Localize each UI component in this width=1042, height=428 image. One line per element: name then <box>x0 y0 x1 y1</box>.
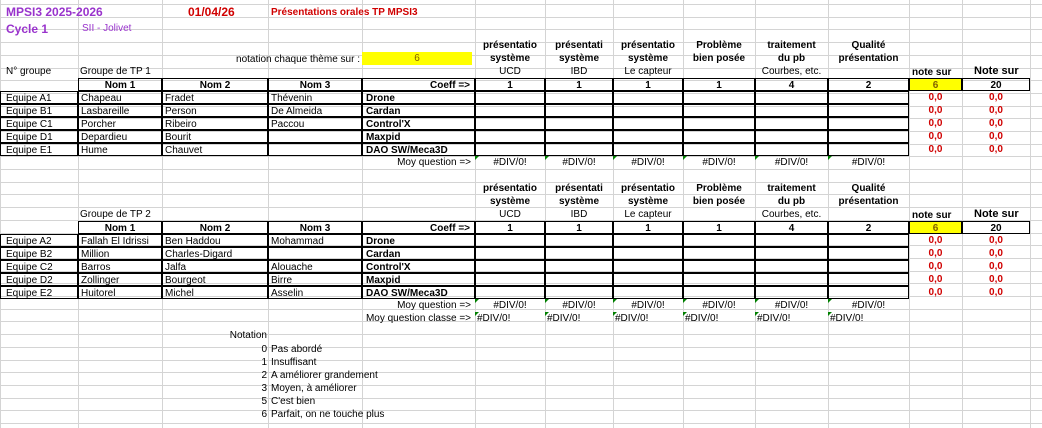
column-header-nom3: Nom 3 <box>268 221 362 234</box>
student-name-1[interactable]: Huitorel <box>78 286 162 299</box>
score-cell[interactable] <box>755 247 828 260</box>
score-cell[interactable] <box>545 143 613 156</box>
criterion-title: traitement <box>767 183 816 194</box>
score-cell[interactable] <box>828 143 909 156</box>
coeff-value[interactable]: 1 <box>613 78 683 91</box>
total-score-6: 0,0 <box>928 92 943 103</box>
criterion-subtitle: système <box>558 53 600 64</box>
score-cell[interactable] <box>755 143 828 156</box>
score-cell[interactable] <box>475 273 545 286</box>
total-score-6: 0,0 <box>928 131 943 142</box>
criterion-subtitle: système <box>489 53 531 64</box>
div0-cell: #DIV/0! <box>493 300 527 311</box>
legend-number: 6 <box>261 409 267 420</box>
score-cell[interactable] <box>613 104 683 117</box>
score-cell[interactable] <box>755 234 828 247</box>
student-name-1[interactable]: Hume <box>78 143 162 156</box>
score-cell[interactable] <box>683 117 755 130</box>
div0-cell: #DIV/0! <box>493 157 527 168</box>
student-name-2[interactable]: Ben Haddou <box>162 234 268 247</box>
student-name-3[interactable]: Birre <box>268 273 362 286</box>
score-cell[interactable] <box>828 273 909 286</box>
div0-cell: #DIV/0! <box>685 313 719 324</box>
student-name-2[interactable]: Jalfa <box>162 260 268 273</box>
student-name-2[interactable]: Ribeiro <box>162 117 268 130</box>
criterion-detail: Courbes, etc. <box>761 209 822 220</box>
criterion-detail: IBD <box>570 209 588 220</box>
criterion-detail: UCD <box>499 209 521 220</box>
student-name-2[interactable]: Bourgeot <box>162 273 268 286</box>
class-year: MPSI3 2025-2026 <box>6 5 103 19</box>
student-name-1[interactable]: Barros <box>78 260 162 273</box>
score-cell[interactable] <box>755 117 828 130</box>
student-name-2[interactable]: Bourit <box>162 130 268 143</box>
score-cell[interactable] <box>545 273 613 286</box>
criterion-title: présentati <box>555 183 603 194</box>
coeff-value[interactable]: 1 <box>475 221 545 234</box>
total-score-20: 0,0 <box>989 261 1003 272</box>
total-score-6: 0,0 <box>928 287 943 298</box>
team-id: Equipe D1 <box>0 130 78 143</box>
note-sur-label: note sur <box>912 67 952 78</box>
total-score-6: 0,0 <box>928 144 943 155</box>
criterion-subtitle: système <box>558 196 600 207</box>
team-id: Equipe E1 <box>0 143 78 156</box>
criterion-subtitle: bien posée <box>692 53 746 64</box>
criterion-subtitle: présentation <box>838 196 899 207</box>
score-cell[interactable] <box>475 260 545 273</box>
group-label: Groupe de TP 2 <box>80 209 151 220</box>
moy-question-classe-label: Moy question classe => <box>365 313 471 324</box>
coeff-value[interactable]: 1 <box>475 78 545 91</box>
score-cell[interactable] <box>613 117 683 130</box>
div0-cell: #DIV/0! <box>562 300 596 311</box>
div0-cell: #DIV/0! <box>631 157 665 168</box>
system-name: Maxpid <box>362 130 475 143</box>
div0-cell: #DIV/0! <box>631 300 665 311</box>
student-name-1[interactable]: Million <box>78 247 162 260</box>
criterion-title: Problème <box>696 40 742 51</box>
legend-number: 2 <box>261 370 267 381</box>
criterion-title: traitement <box>767 40 816 51</box>
div0-cell: #DIV/0! <box>774 157 809 168</box>
score-cell[interactable] <box>475 104 545 117</box>
team-id: Equipe B1 <box>0 104 78 117</box>
score-cell[interactable] <box>828 234 909 247</box>
score-cell[interactable] <box>683 91 755 104</box>
system-name: DAO SW/Meca3D <box>362 143 475 156</box>
div0-cell: #DIV/0! <box>830 313 864 324</box>
total-score-6: 0,0 <box>928 235 943 246</box>
score-cell[interactable] <box>613 234 683 247</box>
note-max-20: 20 <box>962 78 1030 91</box>
criterion-subtitle: du pb <box>777 196 806 207</box>
teacher-label: SII - Jolivet <box>82 23 132 34</box>
score-cell[interactable] <box>828 117 909 130</box>
column-header-nom1: Nom 1 <box>78 221 162 234</box>
legend-text: Pas abordé <box>271 344 323 355</box>
score-cell[interactable] <box>545 286 613 299</box>
score-cell[interactable] <box>545 234 613 247</box>
system-name: Control'X <box>362 260 475 273</box>
column-header-nom2: Nom 2 <box>162 221 268 234</box>
team-id: Equipe C2 <box>0 260 78 273</box>
coeff-value[interactable]: 1 <box>683 221 755 234</box>
student-name-3[interactable] <box>268 130 362 143</box>
coeff-header: Coeff => <box>362 78 475 91</box>
total-score-20: 0,0 <box>989 105 1003 116</box>
score-cell[interactable] <box>613 91 683 104</box>
score-cell[interactable] <box>755 286 828 299</box>
div0-cell: #DIV/0! <box>615 313 649 324</box>
coeff-value[interactable]: 4 <box>755 221 828 234</box>
criterion-detail: Courbes, etc. <box>761 66 822 77</box>
student-name-1[interactable]: Lasbareille <box>78 104 162 117</box>
criterion-subtitle: système <box>489 196 531 207</box>
team-id: Equipe E2 <box>0 286 78 299</box>
total-score-20: 0,0 <box>989 118 1003 129</box>
criterion-title: Qualité <box>851 183 886 194</box>
score-cell[interactable] <box>475 117 545 130</box>
total-score-6: 0,0 <box>928 105 943 116</box>
coeff-value[interactable]: 1 <box>683 78 755 91</box>
coeff-value[interactable]: 2 <box>828 221 909 234</box>
student-name-2[interactable]: Person <box>162 104 268 117</box>
legend-text: Moyen, à améliorer <box>271 383 357 394</box>
student-name-3[interactable]: Asselin <box>268 286 362 299</box>
system-name: Drone <box>362 91 475 104</box>
student-name-1[interactable]: Porcher <box>78 117 162 130</box>
score-cell[interactable] <box>545 117 613 130</box>
student-name-3[interactable] <box>268 247 362 260</box>
student-name-1[interactable]: Zollinger <box>78 273 162 286</box>
score-cell[interactable] <box>683 104 755 117</box>
score-cell[interactable] <box>613 143 683 156</box>
notation-value-cell[interactable]: 6 <box>362 52 472 65</box>
score-cell[interactable] <box>683 286 755 299</box>
student-name-2[interactable]: Chauvet <box>162 143 268 156</box>
team-id: Equipe A2 <box>0 234 78 247</box>
system-name: Cardan <box>362 104 475 117</box>
note-max-20: 20 <box>962 221 1030 234</box>
legend-number: 5 <box>261 396 267 407</box>
criterion-title: présentatio <box>483 183 537 194</box>
div0-cell: #DIV/0! <box>702 300 736 311</box>
score-cell[interactable] <box>545 247 613 260</box>
student-name-1[interactable]: Fallah El Idrissi <box>78 234 162 247</box>
div0-cell: #DIV/0! <box>851 157 886 168</box>
score-cell[interactable] <box>545 91 613 104</box>
student-name-3[interactable]: Paccou <box>268 117 362 130</box>
criterion-detail: Le capteur <box>624 66 672 77</box>
student-name-1[interactable]: Chapeau <box>78 91 162 104</box>
student-name-2[interactable]: Fradet <box>162 91 268 104</box>
column-header-nom1: Nom 1 <box>78 78 162 91</box>
score-cell[interactable] <box>475 143 545 156</box>
score-cell[interactable] <box>683 143 755 156</box>
legend-text: C'est bien <box>271 396 316 407</box>
criterion-detail: IBD <box>570 66 588 77</box>
score-cell[interactable] <box>613 247 683 260</box>
legend-number: 0 <box>261 344 267 355</box>
score-cell[interactable] <box>828 260 909 273</box>
div0-cell: #DIV/0! <box>757 313 791 324</box>
div0-cell: #DIV/0! <box>774 300 809 311</box>
system-name: Control'X <box>362 117 475 130</box>
criterion-title: Problème <box>696 183 742 194</box>
coeff-value[interactable]: 1 <box>545 221 613 234</box>
score-cell[interactable] <box>613 273 683 286</box>
student-name-1[interactable]: Depardieu <box>78 130 162 143</box>
score-cell[interactable] <box>475 234 545 247</box>
div0-cell: #DIV/0! <box>851 300 886 311</box>
score-cell[interactable] <box>828 104 909 117</box>
criterion-title: présentati <box>555 40 603 51</box>
criterion-detail: Le capteur <box>624 209 672 220</box>
total-score-20: 0,0 <box>989 131 1003 142</box>
team-id: Equipe A1 <box>0 91 78 104</box>
note-sur-label-2: Note sur <box>974 208 1019 220</box>
score-cell[interactable] <box>828 130 909 143</box>
criterion-subtitle: présentation <box>838 53 899 64</box>
moy-question-label: Moy question => <box>397 157 471 168</box>
legend-text: Parfait, on ne touche plus <box>271 409 385 420</box>
total-score-6: 0,0 <box>928 248 943 259</box>
score-cell[interactable] <box>755 130 828 143</box>
criterion-detail: UCD <box>499 66 521 77</box>
score-cell[interactable] <box>683 260 755 273</box>
note-max-cell[interactable]: 6 <box>909 221 962 234</box>
criterion-subtitle: bien posée <box>692 196 746 207</box>
student-name-3[interactable]: De Almeida <box>268 104 362 117</box>
date-label: 01/04/26 <box>188 5 235 19</box>
system-name: Cardan <box>362 247 475 260</box>
legend-number: 3 <box>261 383 267 394</box>
criterion-subtitle: système <box>627 196 669 207</box>
total-score-6: 0,0 <box>928 261 943 272</box>
notation-label: notation chaque thème sur : <box>236 54 360 65</box>
score-cell[interactable] <box>475 130 545 143</box>
student-name-3[interactable]: Alouache <box>268 260 362 273</box>
page-title: Présentations orales TP MPSI3 <box>271 7 418 18</box>
moy-question-label: Moy question => <box>397 300 471 311</box>
student-name-2[interactable]: Charles-Digard <box>162 247 268 260</box>
score-cell[interactable] <box>683 234 755 247</box>
coeff-value[interactable]: 2 <box>828 78 909 91</box>
notation-legend-title: Notation <box>229 330 267 341</box>
criterion-subtitle: du pb <box>777 53 806 64</box>
score-cell[interactable] <box>475 286 545 299</box>
total-score-20: 0,0 <box>989 235 1003 246</box>
score-cell[interactable] <box>755 91 828 104</box>
group-label: Groupe de TP 1 <box>80 66 151 77</box>
score-cell[interactable] <box>828 91 909 104</box>
team-id: Equipe D2 <box>0 273 78 286</box>
score-cell[interactable] <box>613 130 683 143</box>
system-name: Maxpid <box>362 273 475 286</box>
score-cell[interactable] <box>545 130 613 143</box>
note-max-cell[interactable]: 6 <box>909 78 962 91</box>
team-id: Equipe C1 <box>0 117 78 130</box>
score-cell[interactable] <box>828 247 909 260</box>
score-cell[interactable] <box>613 260 683 273</box>
score-cell[interactable] <box>828 286 909 299</box>
criterion-subtitle: système <box>627 53 669 64</box>
total-score-20: 0,0 <box>989 248 1003 259</box>
score-cell[interactable] <box>755 104 828 117</box>
cycle-label: Cycle 1 <box>6 22 49 36</box>
div0-cell: #DIV/0! <box>562 157 596 168</box>
coeff-value[interactable]: 1 <box>545 78 613 91</box>
criterion-title: présentatio <box>483 40 537 51</box>
criterion-title: Qualité <box>851 40 886 51</box>
score-cell[interactable] <box>683 130 755 143</box>
column-header-nom3: Nom 3 <box>268 78 362 91</box>
coeff-value[interactable]: 4 <box>755 78 828 91</box>
legend-text: Insuffisant <box>271 357 317 368</box>
student-name-3[interactable]: Thévenin <box>268 91 362 104</box>
criterion-title: présentatio <box>621 40 675 51</box>
score-cell[interactable] <box>545 260 613 273</box>
note-sur-label: note sur <box>912 210 952 221</box>
score-cell[interactable] <box>755 260 828 273</box>
legend-text: A améliorer grandement <box>271 370 378 381</box>
total-score-20: 0,0 <box>989 92 1003 103</box>
score-cell[interactable] <box>475 247 545 260</box>
score-cell[interactable] <box>545 104 613 117</box>
column-header-nom2: Nom 2 <box>162 78 268 91</box>
div0-cell: #DIV/0! <box>477 313 511 324</box>
team-id: Equipe B2 <box>0 247 78 260</box>
total-score-6: 0,0 <box>928 118 943 129</box>
total-score-6: 0,0 <box>928 274 943 285</box>
criterion-title: présentatio <box>621 183 675 194</box>
div0-cell: #DIV/0! <box>547 313 581 324</box>
score-cell[interactable] <box>683 273 755 286</box>
coeff-header: Coeff => <box>362 221 475 234</box>
student-name-2[interactable]: Michel <box>162 286 268 299</box>
score-cell[interactable] <box>475 91 545 104</box>
legend-number: 1 <box>261 357 267 368</box>
total-score-20: 0,0 <box>989 274 1003 285</box>
student-name-3[interactable] <box>268 143 362 156</box>
score-cell[interactable] <box>755 273 828 286</box>
note-sur-label-2: Note sur <box>974 65 1019 77</box>
system-name: Drone <box>362 234 475 247</box>
div0-cell: #DIV/0! <box>702 157 736 168</box>
system-name: DAO SW/Meca3D <box>362 286 475 299</box>
coeff-value[interactable]: 1 <box>613 221 683 234</box>
score-cell[interactable] <box>613 286 683 299</box>
total-score-20: 0,0 <box>989 144 1003 155</box>
student-name-3[interactable]: Mohammad <box>268 234 362 247</box>
total-score-20: 0,0 <box>989 287 1003 298</box>
score-cell[interactable] <box>683 247 755 260</box>
ngroupe-label: N° groupe <box>6 66 52 77</box>
